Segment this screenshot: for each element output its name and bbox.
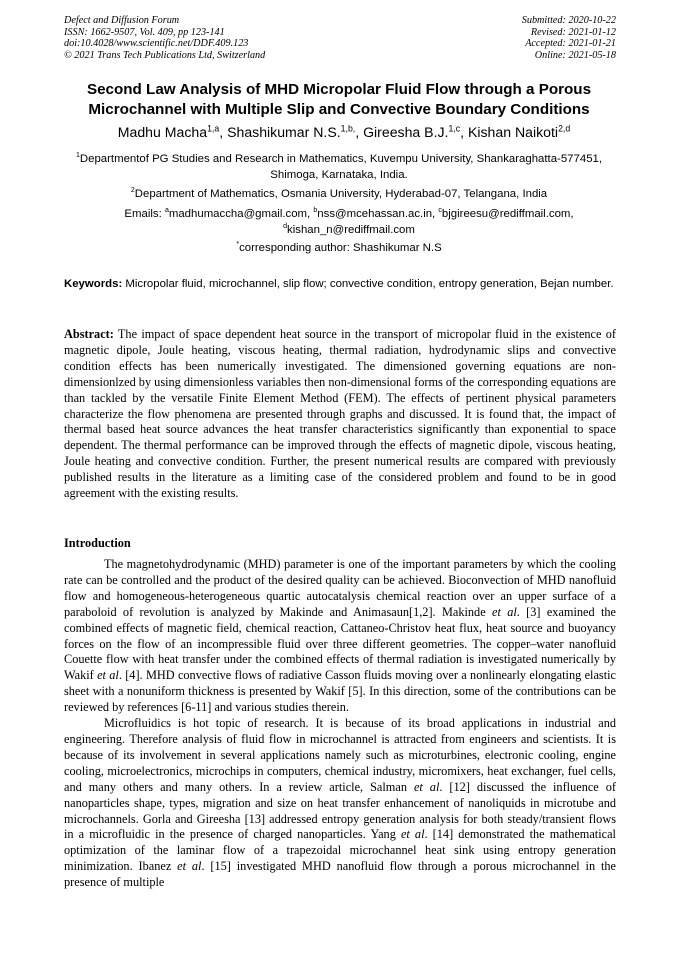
author: Gireesha B.J.$^{1,c}$, xyxy=(363,123,468,140)
revised-date: Revised: 2021-01-12 xyxy=(530,26,616,38)
affiliation-2: $^2$Department of Mathematics, Osmania University, Hyderabad-07, Telangana, India xyxy=(130,187,548,200)
author: Madhu Macha$^{1,a}$, xyxy=(117,123,228,140)
journal-name: Defect and Diffusion Forum xyxy=(64,15,180,26)
author: Shashikumar N.S.$^{1,b,}$, xyxy=(227,123,364,140)
copyright: © 2021 Trans Tech Publications Ltd, Switzerland xyxy=(64,49,266,61)
keywords-text: Micropolar fluid, microchannel, slip flow; convective condition, entropy generation, Bejan number. xyxy=(122,278,614,290)
corresponding-author: *corresponding author: Shashikumar N.S xyxy=(236,241,442,254)
accepted-date: Accepted: 2021-01-21 xyxy=(525,38,616,50)
abstract xyxy=(64,327,616,502)
author-emails: Emails: $^a$madhumaccha@gmail.com, $^b$nss@mcehassan.ac.in, $^c$bjgireesu@rediffmail.com, $^d$kishan_n@rediffmail.com xyxy=(124,207,574,236)
author: Kishan Naikoti$^{2,d}$ xyxy=(467,123,571,140)
paragraph: The magnetohydrodynamic (MHD) parameter is one of the important parameters by which the cooling rate can be controlled and the product of the desired quality can be achieved. Bioconvection of MHD nanofluid flow and homogeneous-heterogeneous quartic autocatalysis chemical reaction over an upper surface of a paraboloid of revolution is analyzed by Makinde and Animasaun[1,2]. Makinde et al. [3] examined the combined effects of magnetic field, chemical reaction, Cattaneo-Christov heat flux, heat source and buoyancy forces on the flow of an incompressible fluid over three different geometries. The copper–water nanofluid Couette flow with heat transfer under the combined effects of thermal radiation is investigated numerically by Wakif et al. [4]. MHD convective flows of radiative Casson fluids moving over a nonlinearly elongating elastic sheet with a nonuniform thickness is presented by Wakif [5]. In this direction, some of the contributions can be reviewed by references [6-11] and various studies therein. xyxy=(64,557,617,715)
abstract-label: Abstract: xyxy=(64,327,114,341)
article-title: Second Law Analysis of MHD Micropolar Fluid Flow through a Porous Microchannel with Multiple Slip and Convective Boundary Conditions xyxy=(86,81,592,118)
abstract-text: The impact of space dependent heat source in the transport of micropolar fluid in the existence of magnetic dipole, Joule heating, viscous heating, thermal radiation, hydrodynamic slips and convective condition effects has been numerically investigated. The dimensioned governing equations are non-dimensionlzed by using dimensionless variables then non-dimensional forms of the corresponding equations are than tackled by the versatile Finite Element Method (FEM). The effects of pertinent physical parameters characterize the flow phenomena are presented through graphs and discussed. It is found that, the impact of thermal based heat source advances the heat transfer characteristics significantly than exponential to space dependent. The thermal performance can be improved through the effects of magnetic dipole, viscous heating, Joule heating and convective condition. Further, the present numerical results are compared with previously published results in the literature as a limiting case of the considered problem and found to be in good agreement with the existing results. xyxy=(64,327,616,501)
affiliation-1: $^1$Departmentof PG Studies and Research in Mathematics, Kuvempu University, Shankaraghatta-577451, Shimoga, Karnataka, India. xyxy=(75,152,603,181)
keywords xyxy=(64,277,616,292)
email-link[interactable]: kishan_n@rediffmail.com xyxy=(287,224,415,236)
journal-info xyxy=(64,15,265,61)
article-doi: doi:10.4028/www.scientific.net/DDF.409.123 xyxy=(64,38,249,50)
journal-issn: ISSN: 1662-9507, Vol. 409, pp 123-141 xyxy=(64,26,225,38)
section-heading-introduction: Introduction xyxy=(64,536,131,550)
keywords-label: Keywords: xyxy=(64,278,123,290)
author-list xyxy=(50,124,638,140)
email-link[interactable]: bjgireesu@rediffmail.com, xyxy=(441,208,574,220)
email-link[interactable]: madhumaccha@gmail.com, xyxy=(168,208,314,220)
email-link[interactable]: nss@mcehassan.ac.in, xyxy=(317,208,439,220)
online-date: Online: 2021-05-18 xyxy=(534,49,616,61)
submitted-date: Submitted: 2020-10-22 xyxy=(521,15,616,26)
publication-dates xyxy=(522,15,616,61)
introduction-body xyxy=(64,557,616,891)
paragraph: Microfluidics is hot topic of research. It is because of its broad applications in industrial and engineering. Therefore analysis of fluid flow in microchannel is attracted from engineers and scientists. It is because of its involvement in several applications namely such as microturbines, electronic cooling, engine cooling, microelectronics, microchips in computers, chemical industry, micromixers, heat exchanger, fuel cells, and many others and many others. In a review article, Salman et al. [12] discussed the influence of nanoparticles shape, types, migration and size on heat transfer enhancement of nanoliquids in microtube and microchannels. Gorla and Gireesha [13] addressed entropy generation analysis for both steady/transient flows in a microfluidic in the presence of charged nanoparticles. Yang et al. [14] demonstrated the mathematical optimization of the laminar flow of a trapezoidal microchannel heat sink using entropy generation minimization. Ibanez et al. [15] investigated MHD nanofluid flow through a porous microchannel in the presence of multiple xyxy=(64,716,617,890)
